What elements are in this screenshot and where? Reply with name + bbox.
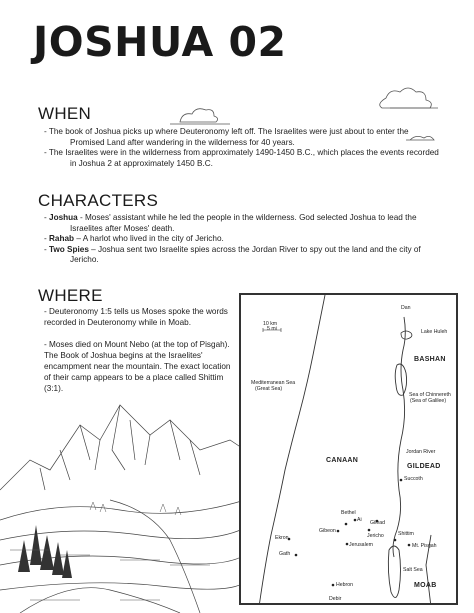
character-name: Two Spies (49, 244, 89, 254)
map-label-lake-huleh: Lake Huleh (421, 329, 448, 335)
where-paragraph-2: - Moses died on Mount Nebo (at the top of Pisgah). The Book of Joshua begins at the Israelites' encampment near the mountain. The exact location of their camp appears to be a place called Shittim (3:1). (44, 340, 231, 393)
page-title: JOSHUA 02 (33, 18, 287, 66)
map-label-jordan-river: Jordan River (406, 449, 436, 455)
character-desc: – Joshua sent two Israelite spies across the Jordan River to spy out the land and the city of Jericho. (70, 244, 421, 265)
when-bullet-1: - The book of Joshua picks up where Deuteronomy left off. The Israelites were just about to enter the Promised Land after wandering in the wilderness for 40 years. (44, 127, 409, 147)
character-spies: - Two Spies – Joshua sent two Israelite spies across the Jordan River to spy out the land and the city of Jericho. (44, 244, 421, 265)
map-region-bashan: BASHAN (414, 356, 446, 363)
characters-heading: CHARACTERS (38, 191, 159, 210)
map-label-debir: Debir (329, 596, 342, 602)
map-label-hebron: Hebron (336, 582, 354, 588)
character-name: Joshua (49, 213, 78, 222)
map-label-med-sea: Mediterranean Sea (251, 380, 296, 386)
map-label-gilead: Gilead (370, 520, 385, 526)
map-label-bethel: Bethel (341, 510, 356, 516)
map-region-gildead: GILDEAD (407, 463, 441, 470)
map-label-shittim: Shittim (398, 531, 414, 537)
map-label-galilee: (Sea of Galilee) (410, 398, 447, 404)
map-region-canaan: CANAAN (326, 457, 359, 464)
map-label-gath: Gath (279, 551, 291, 557)
map-region-moab: MOAB (414, 582, 437, 589)
map-scale-mi: 5 mi (267, 326, 277, 332)
landscape-sketch-illustration (0, 350, 245, 613)
map-label-jerusalem: Jerusalem (349, 542, 373, 548)
where-paragraph-1: - Deuteronomy 1:5 tells us Moses spoke the words recorded in Deuteronomy while in Moab. (44, 307, 228, 327)
when-section (40, 127, 440, 169)
characters-section (40, 213, 440, 266)
when-heading: WHEN (38, 104, 92, 123)
map-label-salt-sea: Salt Sea (403, 567, 423, 573)
character-name: Rahab (49, 234, 75, 244)
character-joshua: - Joshua - Moses' assistant while he led the people in the wilderness. God selected Joshua to lead the Israelites after Moses' death. (44, 213, 417, 233)
character-rahab: - Rahab – A harlot who lived in the city of Jericho. (44, 234, 224, 244)
map-scale-km: 10 km (263, 321, 278, 327)
map-label-jericho: Jericho (367, 533, 384, 539)
when-bullet-2: - The Israelites were in the wilderness from approximately 1490-1450 B.C., which places the events recorded in Joshua 2 at approximately 1450 B.C. (44, 148, 439, 168)
map-label-succoth: Succoth (404, 476, 423, 482)
map-label-chinnereth: Sea of Chinnereth (409, 392, 451, 398)
map-panel (239, 293, 458, 605)
where-heading: WHERE (38, 286, 103, 305)
map-label-ekron: Ekron (275, 535, 289, 541)
map-label-ai: Ai (357, 517, 362, 523)
map-label-mt-pisgah: Mt. Pisgah (412, 543, 437, 549)
character-desc: – A harlot who lived in the city of Jericho. (74, 234, 224, 244)
map-label-great-sea: (Great Sea) (255, 386, 283, 392)
character-desc: - Moses' assistant while he led the people in the wilderness. God selected Joshua to lead the Israelites after Moses' death. (70, 213, 417, 233)
map-label-dan: Dan (401, 305, 411, 311)
map-label-gibeon: Gibeon (319, 528, 336, 534)
